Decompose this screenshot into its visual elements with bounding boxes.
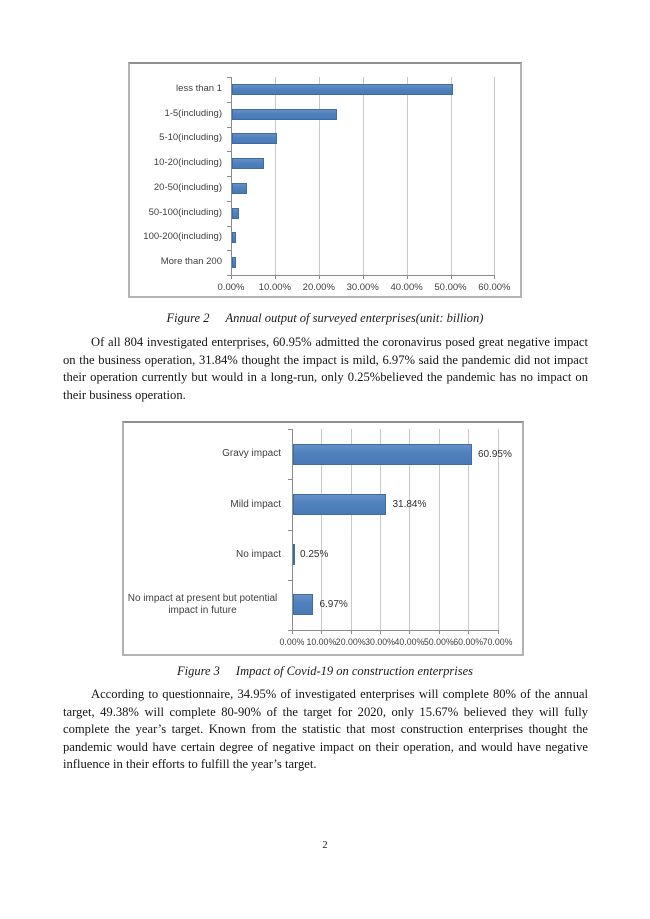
value-label: 0.25% [300,549,329,561]
gridline [451,77,452,275]
figure3-caption [0,664,650,679]
category-label-text: Mild impact [230,498,281,510]
category-label [130,102,222,127]
gridline [363,77,364,275]
category-label-text: More than 200 [160,256,222,268]
figure2-caption-label: Figure 2 [166,311,210,325]
x-axis-tick-label: 60.00% [478,282,511,293]
bar [232,257,236,268]
category-label [130,127,222,152]
gridline [275,77,276,275]
x-axis-line [231,275,494,276]
category-label [130,151,222,176]
value-label: 6.97% [319,599,348,611]
value-label: 60.95% [477,448,512,460]
category-label [124,479,281,529]
paragraph-1: Of all 804 investigated enterprises, 60.95% admitted the coronavirus posed great negative impact on the business operation, 31.84% thought the impact is mild, 6.97% said the pandemic did not impact their operation currently but would in a long-run, only 0.25%believed the pandemic has no impact on their business operation. [63,335,588,402]
x-axis-tick-label: 0.00% [279,637,305,647]
x-axis-tick-label: 20.00% [302,282,335,293]
x-axis-tick-label: 60.00% [453,637,484,647]
x-axis-tick-label: 50.00% [423,637,454,647]
category-label-text: Gravy impact [222,448,281,460]
category-label-text: 20-50(including) [153,181,222,193]
bar [293,594,313,615]
x-axis-tick-label: 70.00% [482,637,513,647]
category-label-text: 50-100(including) [148,206,222,218]
bar [232,183,247,194]
page-number: 2 [322,840,328,851]
bar [232,208,239,219]
x-axis-tick-label: 0.00% [217,282,245,293]
gridline [407,77,408,275]
gridline [494,77,495,275]
x-axis-tick-label: 40.00% [394,637,425,647]
category-label-text: 5-10(including) [159,132,222,144]
figure3-caption-label: Figure 3 [176,664,220,678]
x-axis-tick-label: 20.00% [335,637,366,647]
x-axis-tick-label: 10.00% [306,637,337,647]
bar [232,84,453,95]
category-label-text: No impact at present but potential impact in future [127,593,278,616]
category-label-text: 100-200(including) [143,231,222,243]
bar [232,158,264,169]
bar [232,232,236,243]
y-axis-line [231,77,232,275]
bar [232,109,337,120]
bar [293,444,472,465]
x-axis-tick-label: 50.00% [434,282,467,293]
bar [293,494,386,515]
gridline [319,77,320,275]
x-axis-tick-label: 30.00% [346,282,379,293]
x-axis-tick [494,275,495,279]
value-label: 31.84% [392,498,427,510]
category-label [130,77,222,102]
category-label [130,176,222,201]
figure2-bar-chart [128,62,522,298]
category-label-text: less than 1 [176,82,222,94]
category-label [130,201,222,226]
figure2-caption-title: Annual output of surveyed enterprises(unit: billion) [225,311,484,325]
figure2-caption [0,311,650,326]
category-label [124,580,281,630]
figure3-bar-chart [122,421,524,656]
x-axis-line [292,630,498,631]
x-axis-tick-label: 30.00% [365,637,395,647]
paragraph-2: According to questionnaire, 34.95% of investigated enterprises will complete 80% of the annual target, 49.38% will complete 80-90% of the target for 2020, only 15.67% believed they will fully complete the year’s target. Known from the statistic that most construction enterprises thought the pandemic would have certain degree of negative impact on their operation, and would have negative influence in their efforts to fulfill the year’s target. [63,687,588,772]
figure3-caption-title: Impact of Covid-19 on construction enterprises [235,664,474,678]
category-label [130,226,222,251]
category-label [124,530,281,580]
x-axis-tick-label: 10.00% [258,282,291,293]
bar [293,544,295,565]
bar [232,133,277,144]
category-label-text: 1-5(including) [164,107,222,119]
category-label [130,250,222,275]
category-label-text: No impact [235,548,281,560]
category-label-text: 10-20(including) [153,157,222,169]
category-label [124,429,281,479]
x-axis-tick-label: 40.00% [390,282,423,293]
x-axis-tick [498,630,499,634]
